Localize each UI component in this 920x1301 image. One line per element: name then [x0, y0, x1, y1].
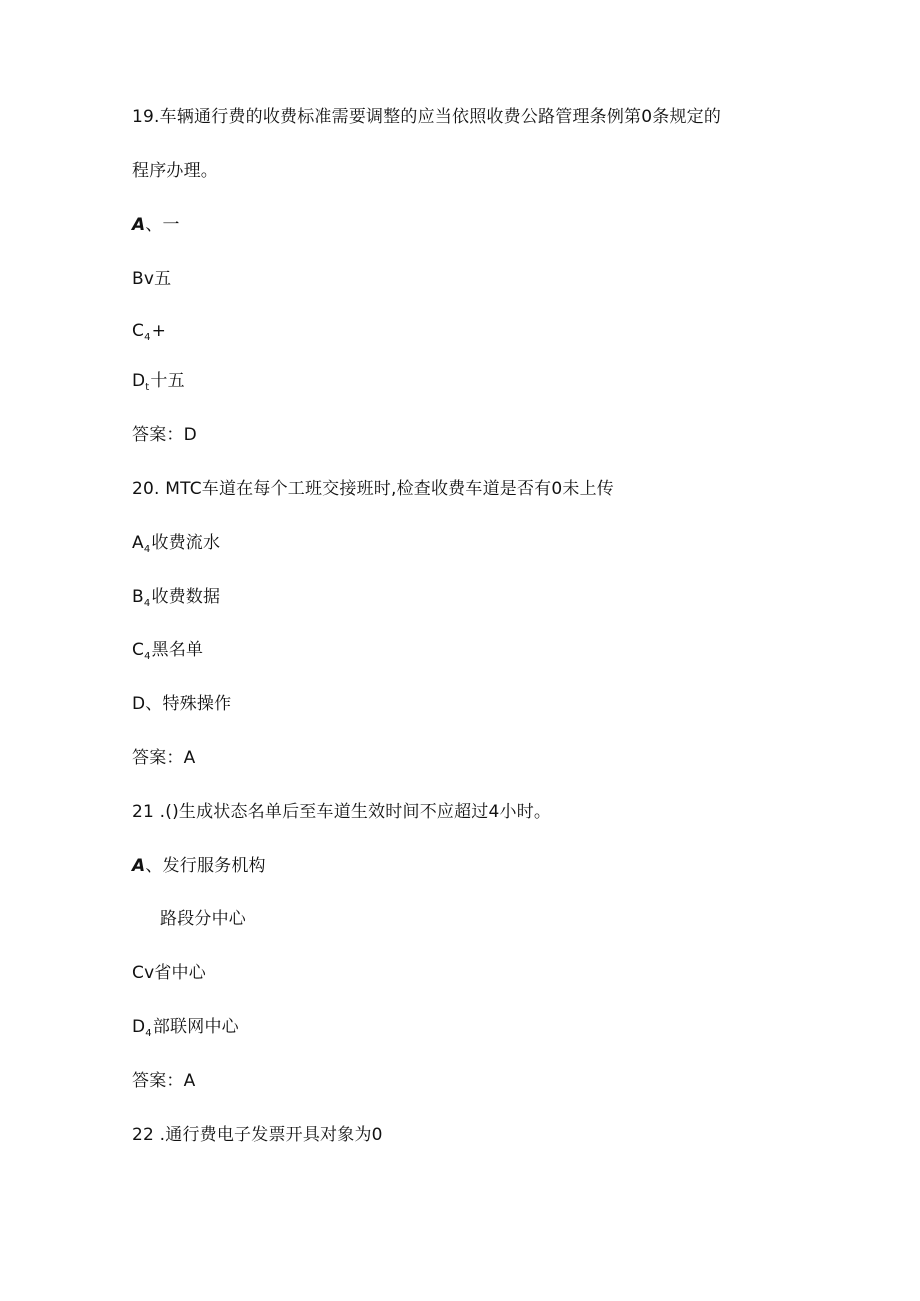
- q19-stem-line1: 19.车辆通行费的收费标准需要调整的应当依照收费公路管理条例第0条规定的: [132, 107, 722, 127]
- q19-option-b: Bv五: [132, 269, 172, 289]
- q21-option-a-text: 、发行服务机构: [145, 856, 266, 876]
- q21-option-d-text: 部联网中心: [152, 1017, 239, 1037]
- q20-option-a-sub: 4: [143, 544, 151, 555]
- q20-option-a-letter: A: [132, 533, 144, 553]
- q21-option-a: [132, 855, 266, 877]
- q19-option-c: [132, 320, 166, 345]
- q19-answer: 答案：D: [132, 425, 197, 445]
- q20-option-a: [132, 532, 220, 557]
- q21-option-d-sub: 4: [145, 1028, 152, 1039]
- q19-option-d-letter: D: [132, 371, 146, 391]
- q20-option-b-letter: B: [132, 587, 144, 607]
- q21-option-b: 路段分中心: [160, 909, 246, 929]
- q20-option-b-text: 收费数据: [151, 587, 221, 607]
- q20-option-c: [132, 639, 203, 664]
- q19-option-d-text: 十五: [150, 371, 185, 391]
- q19-option-a: [132, 214, 180, 236]
- q21-option-d: [132, 1016, 239, 1041]
- q19-option-c-letter: C: [132, 321, 145, 341]
- q19-stem-line2: 程序办理。: [132, 161, 218, 181]
- q20-answer: 答案：A: [132, 748, 196, 768]
- q19-option-d-sub: t: [145, 382, 150, 393]
- q21-option-c: Cv省中心: [132, 963, 206, 983]
- q19-option-c-text: +: [151, 321, 167, 341]
- q20-option-a-text: 收费流水: [151, 533, 221, 553]
- q21-option-a-letter: A: [132, 856, 146, 876]
- q20-option-c-letter: C: [132, 640, 145, 660]
- q19-option-d: [132, 370, 185, 395]
- q19-option-a-letter: A: [132, 215, 146, 235]
- q20-option-c-text: 黑名单: [151, 640, 204, 660]
- q20-stem: 20. MTC车道在每个工班交接班时,检查收费车道是否有0未上传: [132, 479, 614, 499]
- q22-stem: 22 .通行费电子发票开具对象为0: [132, 1125, 383, 1145]
- q19-option-a-text: 、一: [145, 215, 180, 235]
- q20-option-c-sub: 4: [144, 651, 151, 662]
- q20-option-b-sub: 4: [143, 598, 151, 609]
- q21-stem: 21 .()生成状态名单后至车道生效时间不应超过4小时。: [132, 802, 552, 822]
- q19-option-c-sub: 4: [144, 332, 151, 343]
- q21-option-d-letter: D: [132, 1017, 146, 1037]
- q20-option-d: D、特殊操作: [132, 694, 232, 714]
- q21-answer: 答案：A: [132, 1071, 196, 1091]
- q20-option-b: [132, 586, 220, 611]
